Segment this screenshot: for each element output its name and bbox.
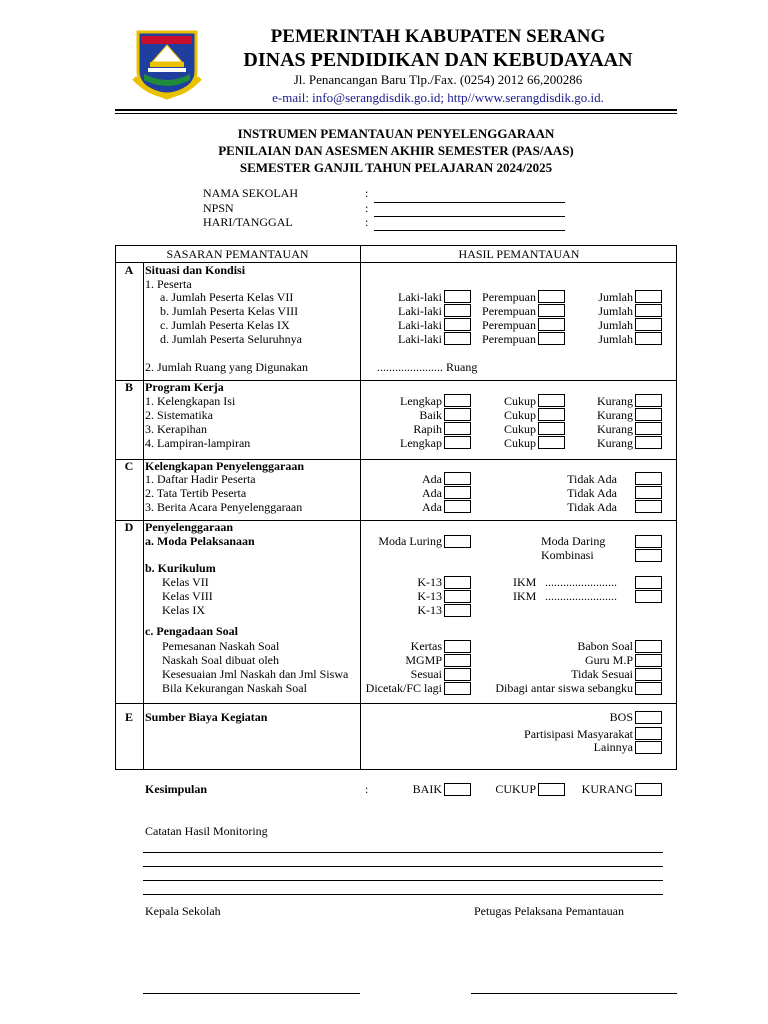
checkbox[interactable] [444, 486, 471, 499]
label-hari-tanggal: HARI/TANGGAL [203, 215, 293, 229]
checkbox[interactable] [444, 290, 471, 303]
checkbox[interactable] [635, 436, 662, 449]
checkbox[interactable] [635, 332, 662, 345]
checkbox[interactable] [635, 727, 662, 740]
doc-title-3: SEMESTER GANJIL TAHUN PELAJARAN 2024/2025 [239, 160, 553, 175]
option-label: Moda Luring [378, 534, 442, 548]
checkbox[interactable] [635, 535, 662, 548]
ruang-unit: Ruang [446, 360, 478, 374]
checkbox[interactable] [635, 318, 662, 331]
option-label: BAIK [412, 782, 442, 796]
list-item: Kelas VII [162, 575, 209, 589]
checkbox[interactable] [444, 472, 471, 485]
field-nama-sekolah[interactable] [374, 202, 565, 203]
list-item: 2. Sistematika [145, 408, 213, 422]
checkbox[interactable] [538, 408, 565, 421]
checkbox[interactable] [444, 682, 471, 695]
checkbox[interactable] [635, 486, 662, 499]
catatan-line[interactable] [143, 852, 663, 853]
option-label: Partisipasi Masyarakat [524, 727, 633, 741]
option-label: IKM [513, 589, 537, 603]
signature-petugas-line[interactable] [471, 993, 677, 994]
option-label: Guru M.P [584, 653, 633, 667]
option-label: Laki-laki [398, 290, 442, 304]
list-item: 3. Berita Acara Penyelenggaraan [145, 500, 303, 514]
option-label: Kombinasi [541, 548, 594, 562]
checkbox[interactable] [635, 640, 662, 653]
option-label: Jumlah [598, 290, 633, 304]
option-label: Laki-laki [398, 318, 442, 332]
option-label: Tidak Ada [567, 500, 617, 514]
section-title: Situasi dan Kondisi [145, 263, 246, 277]
ruang-dots[interactable]: ...................... [377, 360, 443, 374]
logo [132, 28, 202, 102]
list-item: c. Jumlah Peserta Kelas IX [160, 318, 290, 332]
section-title: Program Kerja [145, 380, 224, 394]
signature-petugas-label: Petugas Pelaksana Pemantauan [474, 904, 624, 918]
checkbox[interactable] [444, 668, 471, 681]
option-label: Baik [419, 408, 442, 422]
option-label: Ada [422, 500, 442, 514]
ikm-dots[interactable]: ........................ [545, 589, 617, 603]
section-title: Sumber Biaya Kegiatan [145, 710, 268, 724]
option-label: Lainnya [593, 740, 633, 754]
checkbox[interactable] [538, 318, 565, 331]
option-label: Sesuai [410, 667, 442, 681]
option-label: Kurang [597, 408, 633, 422]
pengadaan-title: c. Pengadaan Soal [145, 624, 239, 638]
checkbox[interactable] [444, 640, 471, 653]
option-label: Ada [422, 486, 442, 500]
catatan-line[interactable] [143, 866, 663, 867]
option-label: Laki-laki [398, 332, 442, 346]
option-label: Jumlah [598, 304, 633, 318]
signature-kepala-label: Kepala Sekolah [145, 904, 221, 918]
kesimpulan-label: Kesimpulan [145, 782, 208, 796]
option-label: Dicetak/FC lagi [365, 681, 442, 695]
option-label: Perempuan [482, 318, 536, 332]
header-rule-thick [115, 109, 677, 111]
checkbox[interactable] [635, 394, 662, 407]
list-item: 2. Tata Tertib Peserta [145, 486, 247, 500]
option-label: Dibagi antar siswa sebangku [495, 681, 633, 695]
checkbox[interactable] [444, 500, 471, 513]
checkbox[interactable] [444, 394, 471, 407]
checkbox[interactable] [538, 332, 565, 345]
checkbox[interactable] [635, 304, 662, 317]
colon: : [365, 201, 369, 215]
option-label: Lengkap [400, 394, 442, 408]
kurikulum-title: b. Kurikulum [145, 561, 216, 575]
checkbox[interactable] [444, 604, 471, 617]
list-item: Kelas VIII [162, 589, 213, 603]
option-label: K-13 [417, 589, 442, 603]
checkbox[interactable] [635, 549, 662, 562]
ruang-label: 2. Jumlah Ruang yang Digunakan [145, 360, 308, 374]
option-label: CUKUP [495, 782, 536, 796]
option-label: Ada [422, 472, 442, 486]
option-label: Jumlah [598, 332, 633, 346]
section-title: Penyelenggaraan [145, 520, 233, 534]
option-label: Lengkap [400, 436, 442, 450]
option-label: Tidak Sesuai [571, 667, 633, 681]
section-code: A [124, 263, 134, 277]
list-item: d. Jumlah Peserta Seluruhnya [160, 332, 302, 346]
colon: : [365, 215, 369, 229]
checkbox-cukup[interactable] [538, 783, 565, 796]
option-label: Cukup [503, 422, 536, 436]
checkbox[interactable] [635, 576, 662, 589]
list-item: Kelas IX [162, 603, 205, 617]
code-col-divider [143, 262, 144, 770]
column-header-hasil: HASIL PEMANTAUAN [458, 247, 580, 261]
list-item: 3. Kerapihan [145, 422, 207, 436]
row-line [115, 703, 677, 704]
list-item: Kesesuaian Jml Naskah dan Jml Siswa [162, 667, 349, 681]
checkbox[interactable] [635, 422, 662, 435]
checkbox[interactable] [444, 332, 471, 345]
column-header-sasaran: SASARAN PEMANTAUAN [166, 247, 309, 261]
checkbox[interactable] [635, 408, 662, 421]
checkbox[interactable] [538, 436, 565, 449]
colon: : [365, 186, 369, 200]
list-item: Naskah Soal dibuat oleh [162, 653, 279, 667]
option-label: Moda Daring [541, 534, 606, 548]
checkbox[interactable] [444, 318, 471, 331]
checkbox[interactable] [538, 422, 565, 435]
option-label: Perempuan [482, 304, 536, 318]
doc-title-2: PENILAIAN DAN ASESMEN AKHIR SEMESTER (PAS/AAS) [218, 143, 574, 158]
option-label: Tidak Ada [567, 486, 617, 500]
option-label: IKM [513, 575, 537, 589]
option-label: Cukup [503, 394, 536, 408]
checkbox[interactable] [444, 654, 471, 667]
header-line2: DINAS PENDIDIKAN DAN KEBUDAYAAN [243, 49, 633, 71]
checkbox[interactable] [444, 304, 471, 317]
option-label: KURANG [581, 782, 633, 796]
list-item: 4. Lampiran-lampiran [145, 436, 251, 450]
option-label: Kurang [597, 436, 633, 450]
label-nama-sekolah: NAMA SEKOLAH [203, 186, 299, 200]
checkbox[interactable] [444, 535, 471, 548]
list-item: a. Jumlah Peserta Kelas VII [160, 290, 294, 304]
checkbox[interactable] [538, 394, 565, 407]
option-label: Kurang [597, 422, 633, 436]
option-label: Tidak Ada [567, 472, 617, 486]
checkbox-baik[interactable] [444, 783, 471, 796]
checkbox[interactable] [635, 654, 662, 667]
option-label: Jumlah [598, 318, 633, 332]
checkbox[interactable] [538, 304, 565, 317]
option-label: BOS [609, 710, 633, 724]
option-label: Rapih [413, 422, 442, 436]
option-label: Perempuan [482, 290, 536, 304]
list-item: Pemesanan Naskah Soal [162, 639, 280, 653]
header-rule-thin [115, 113, 677, 114]
list-item: 1. Kelengkapan Isi [145, 394, 236, 408]
section-code: B [124, 380, 133, 394]
option-label: MGMP [405, 653, 442, 667]
field-hari-tanggal[interactable] [374, 230, 565, 231]
list-item: b. Jumlah Peserta Kelas VIII [160, 304, 299, 318]
checkbox[interactable] [635, 741, 662, 754]
checkbox[interactable] [444, 422, 471, 435]
section-code: E [124, 710, 133, 724]
option-label: K-13 [417, 603, 442, 617]
checkbox[interactable] [635, 472, 662, 485]
colon: : [365, 782, 369, 796]
peserta-label: 1. Peserta [145, 277, 192, 291]
header-address: Jl. Penancangan Baru Tlp./Fax. (0254) 2012 66,200286 [293, 72, 583, 87]
checkbox[interactable] [635, 682, 662, 695]
catatan-label: Catatan Hasil Monitoring [145, 824, 268, 838]
option-label: K-13 [417, 575, 442, 589]
checkbox[interactable] [444, 590, 471, 603]
moda-title: a. Moda Pelaksanaan [145, 534, 255, 548]
option-label: Cukup [503, 436, 536, 450]
option-label: Kertas [410, 639, 442, 653]
checkbox[interactable] [538, 290, 565, 303]
list-item: Bila Kekurangan Naskah Soal [162, 681, 307, 695]
checkbox-kurang[interactable] [635, 783, 662, 796]
option-label: Laki-laki [398, 304, 442, 318]
checkbox[interactable] [635, 711, 662, 724]
field-npsn[interactable] [374, 216, 565, 217]
checkbox[interactable] [444, 436, 471, 449]
section-code: C [124, 459, 134, 473]
checkbox[interactable] [635, 668, 662, 681]
signature-kepala-line[interactable] [143, 993, 360, 994]
option-label: Kurang [597, 394, 633, 408]
checkbox[interactable] [635, 290, 662, 303]
doc-title-1: INSTRUMEN PEMANTAUAN PENYELENGGARAAN [237, 126, 555, 141]
section-code: D [124, 520, 134, 534]
header-contact[interactable]: e-mail: info@serangdisdik.go.id; http//www.serangdisdik.go.id. [272, 90, 604, 105]
header-line1: PEMERINTAH KABUPATEN SERANG [270, 26, 606, 47]
section-title: Kelengkapan Penyelenggaraan [145, 459, 305, 473]
checkbox[interactable] [635, 500, 662, 513]
option-label: Cukup [503, 408, 536, 422]
option-label: Babon Soal [577, 639, 633, 653]
catatan-line[interactable] [143, 894, 663, 895]
ikm-dots[interactable]: ........................ [545, 575, 617, 589]
list-item: 1. Daftar Hadir Peserta [145, 472, 256, 486]
checkbox[interactable] [444, 576, 471, 589]
checkbox[interactable] [444, 408, 471, 421]
label-npsn: NPSN [203, 201, 234, 215]
option-label: Perempuan [482, 332, 536, 346]
checkbox[interactable] [635, 590, 662, 603]
catatan-line[interactable] [143, 880, 663, 881]
